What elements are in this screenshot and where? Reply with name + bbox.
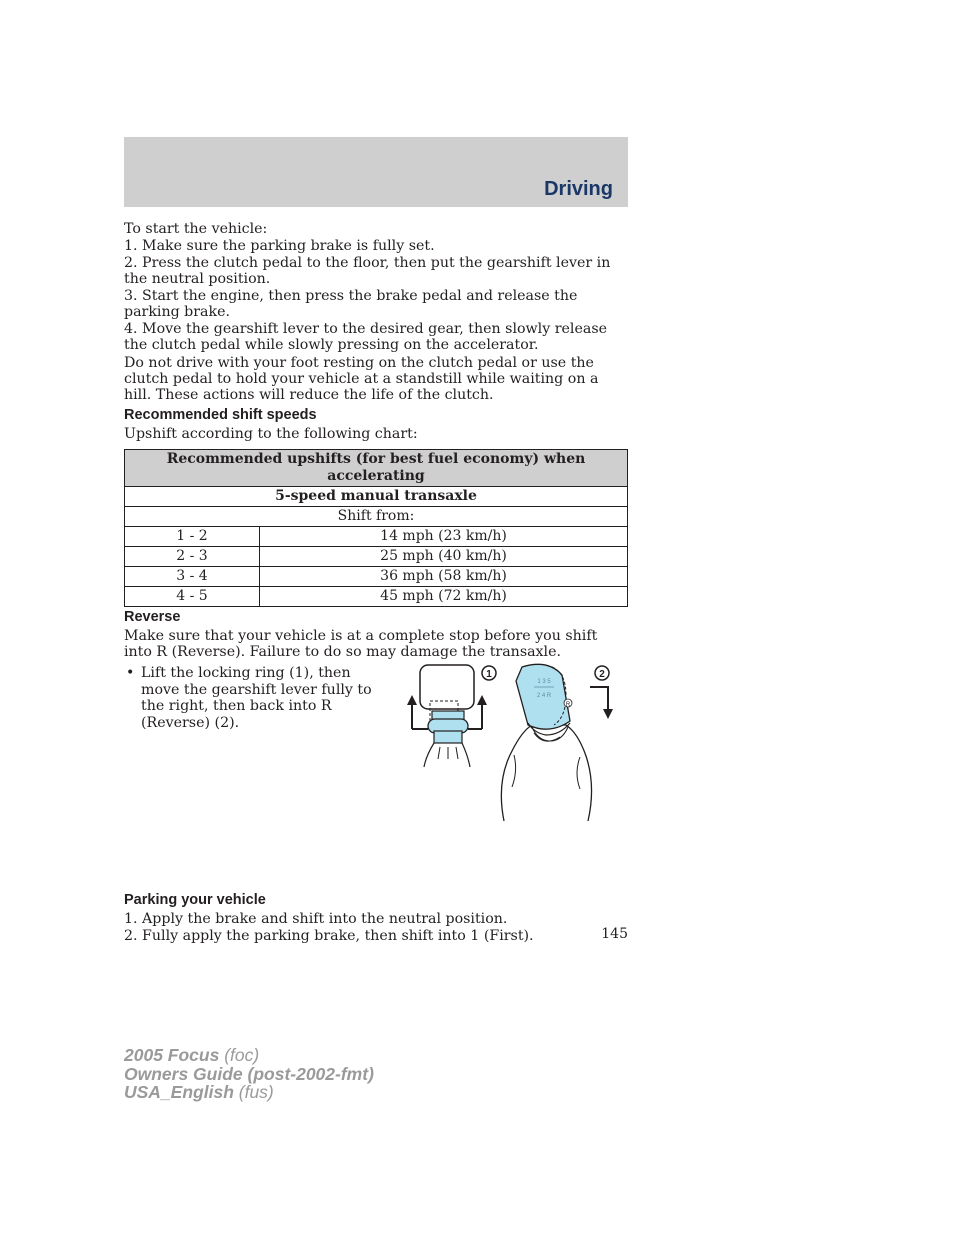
- table-subtitle: 5-speed manual transaxle: [125, 487, 628, 507]
- parking-step-2: 2. Fully apply the parking brake, then shift into 1 (First).: [124, 928, 534, 944]
- reverse-bullet: [124, 665, 374, 731]
- intro-step-3: 3. Start the engine, then press the brake pedal and release the parking brake.: [124, 288, 578, 320]
- parking-step-1: 1. Apply the brake and shift into the neutral position.: [124, 911, 508, 927]
- shift-speeds-table: [124, 449, 628, 607]
- table-row: [125, 527, 628, 547]
- section-title: Driving: [544, 178, 613, 200]
- intro-step-2: 2. Press the clutch pedal to the floor, then put the gearshift lever in the neutral position.: [124, 255, 611, 287]
- shift-speeds-heading: Recommended shift speeds: [124, 407, 317, 423]
- parking-heading: Parking your vehicle: [124, 892, 266, 908]
- table-shift-from: Shift from:: [125, 507, 628, 527]
- footer-locale: USA_English: [124, 1082, 234, 1102]
- table-title-row: [125, 450, 628, 487]
- speed-cell: 45 mph (72 km/h): [260, 587, 628, 607]
- bullet-icon: •: [126, 665, 135, 681]
- table-title: Recommended upshifts (for best fuel economy) when accelerating: [125, 450, 628, 487]
- footer-guide: Owners Guide (post-2002-fmt): [124, 1063, 374, 1084]
- gear-cell: 2 - 3: [125, 547, 260, 567]
- locking-ring-illustration: [407, 665, 487, 767]
- gear-cell: 1 - 2: [125, 527, 260, 547]
- down-arrow-icon: [590, 687, 613, 719]
- speed-cell: 36 mph (58 km/h): [260, 567, 628, 587]
- shift-speeds-lead: Upshift according to the following chart:: [124, 426, 418, 442]
- table-row: [125, 547, 628, 567]
- reverse-mark: R: [565, 702, 571, 708]
- speed-cell: 25 mph (40 km/h): [260, 547, 628, 567]
- footer-model-code: (foc): [219, 1045, 260, 1065]
- footer-line-2: [124, 1065, 374, 1084]
- gear-cell: 4 - 5: [125, 587, 260, 607]
- intro-step-4: 4. Move the gearshift lever to the desired gear, then slowly release the clutch pedal while slowly pressing on the accelerator.: [124, 321, 607, 353]
- speed-cell: 14 mph (23 km/h): [260, 527, 628, 547]
- footer-line-1: [124, 1046, 374, 1065]
- callout-1-label: 1: [486, 669, 492, 680]
- callout-1-icon: [482, 666, 496, 680]
- intro-step-1: 1. Make sure the parking brake is fully set.: [124, 238, 435, 254]
- footer-line-3: [124, 1083, 374, 1102]
- knob-top-row: 1 3 5: [537, 679, 551, 685]
- reverse-instructions: [124, 665, 628, 890]
- footer-locale-code: (fus): [233, 1082, 274, 1102]
- page-content: [124, 221, 628, 945]
- intro-lead: To start the vehicle:: [124, 221, 268, 237]
- clutch-warning: Do not drive with your foot resting on the clutch pedal or use the clutch pedal to hold your vehicle at a standstill while waiting on a hill. These actions will reduce the life of the clutch.: [124, 355, 599, 403]
- callout-2-icon: [595, 666, 609, 680]
- footer-model: 2005 Focus: [124, 1045, 220, 1065]
- gearshift-illustration: [404, 661, 616, 827]
- reverse-text: Make sure that your vehicle is at a complete stop before you shift into R (Reverse). Failure to do so may damage the transaxle.: [124, 628, 598, 660]
- reverse-bullet-text: Lift the locking ring (1), then move the gearshift lever fully to the right, then back into R (Reverse) (2).: [141, 665, 372, 731]
- page-number: 145: [601, 926, 628, 942]
- table-row: [125, 587, 628, 607]
- table-shift-from-row: [125, 507, 628, 527]
- table-row: [125, 567, 628, 587]
- document-footer: [124, 1046, 374, 1102]
- reverse-heading: Reverse: [124, 609, 181, 625]
- callout-2-label: 2: [599, 669, 605, 680]
- table-subtitle-row: [125, 487, 628, 507]
- knob-bottom-row: 2 4 R: [536, 693, 552, 699]
- gearshift-knob-illustration: [501, 664, 591, 821]
- section-header-band: [124, 137, 628, 207]
- gear-cell: 3 - 4: [125, 567, 260, 587]
